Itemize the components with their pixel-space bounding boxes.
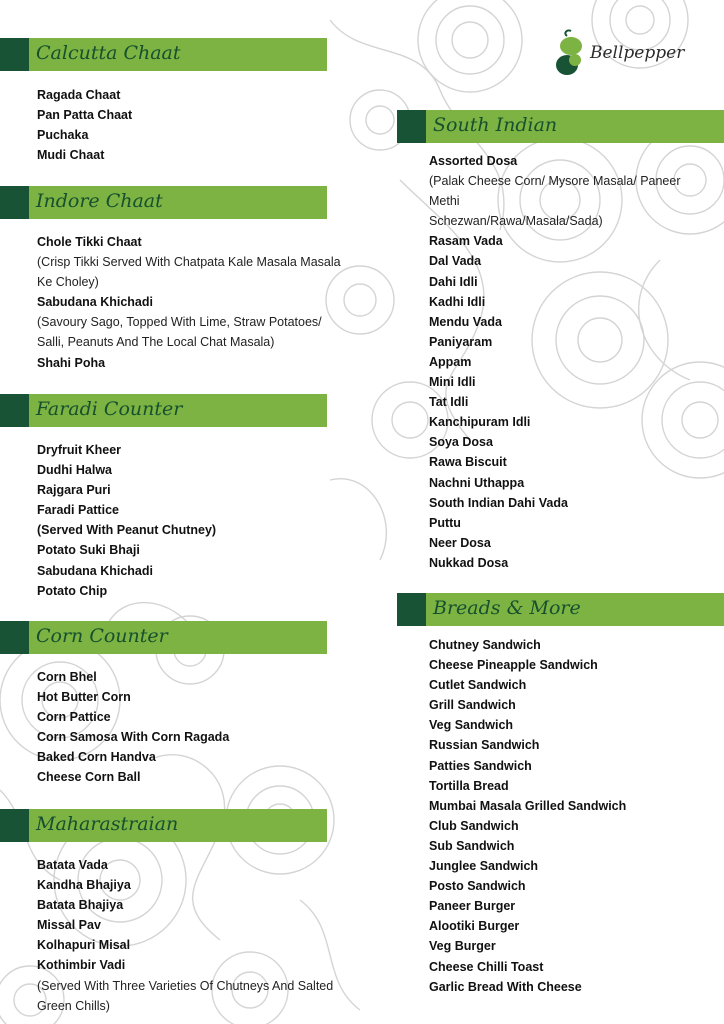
menu-item: Tortilla Bread — [429, 778, 509, 793]
menu-item: Batata Bhajiya — [37, 898, 124, 913]
menu-item: Paniyaram — [429, 334, 493, 349]
pepper-icon — [553, 27, 589, 87]
menu-item: Dryfruit Kheer — [37, 443, 122, 457]
menu-item: Potato Suki Bhaji — [37, 543, 140, 558]
menu-item: Mudi Chaat — [37, 148, 105, 163]
menu-item: Nukkad Dosa — [429, 555, 509, 570]
menu-item: Batata Vada — [37, 858, 108, 872]
menu-item: Chole Tikki Chaat — [37, 235, 142, 249]
menu-item: Patties Sandwich — [429, 758, 532, 773]
menu-item: Russian Sandwich — [429, 738, 540, 753]
menu-item-description: Schezwan/Rawa/Masala/Sada) — [429, 214, 603, 229]
menu-item-list — [37, 85, 132, 165]
menu-item: Kandha Bhajiya — [37, 878, 131, 893]
section-title: Calcutta Chaat — [36, 42, 181, 64]
menu-item: Kothimbir Vadi — [37, 958, 126, 973]
menu-item: Corn Bhel — [37, 670, 97, 684]
menu-item: Corn Pattice — [37, 710, 111, 725]
menu-item: Puchaka — [37, 128, 89, 143]
menu-item: Alootiki Burger — [429, 919, 520, 934]
header-accent-block — [0, 621, 29, 654]
menu-item: Kolhapuri Misal — [37, 938, 131, 953]
menu-item-list — [37, 232, 341, 373]
menu-item: Kadhi Idli — [429, 294, 486, 309]
menu-item: Shahi Poha — [37, 355, 106, 370]
menu-item-description: (Savoury Sago, Topped With Lime, Straw Potatoes/ — [37, 315, 322, 330]
menu-item: Garlic Bread With Cheese — [429, 979, 582, 994]
menu-item-description: Green Chills) — [37, 998, 110, 1013]
menu-item: Puttu — [429, 515, 461, 530]
menu-item: Mumbai Masala Grilled Sandwich — [429, 798, 627, 813]
menu-item: Dal Vada — [429, 254, 482, 269]
menu-item: Dahi Idli — [429, 274, 478, 289]
menu-item: Sub Sandwich — [429, 838, 515, 853]
menu-item: Cheese Pineapple Sandwich — [429, 658, 598, 673]
menu-item-description: (Crisp Tikki Served With Chatpata Kale Masala Masala — [37, 255, 341, 270]
menu-item: Rasam Vada — [429, 234, 503, 249]
header-accent-block — [397, 110, 426, 143]
menu-item: Dudhi Halwa — [37, 463, 113, 478]
menu-item: Corn Samosa With Corn Ragada — [37, 730, 230, 745]
menu-item: Veg Sandwich — [429, 718, 514, 733]
menu-item-description: Salli, Peanuts And The Local Chat Masala) — [37, 335, 275, 350]
header-accent-block — [0, 186, 29, 219]
menu-item: Cheese Corn Ball — [37, 770, 141, 785]
brand-name: Bellpepper — [590, 43, 685, 63]
menu-item: (Served With Peanut Chutney) — [37, 523, 217, 538]
header-accent-block — [0, 394, 29, 427]
menu-item: Neer Dosa — [429, 535, 491, 550]
menu-item: Grill Sandwich — [429, 698, 516, 713]
menu-item: Chutney Sandwich — [429, 638, 541, 652]
menu-item: Pan Patta Chaat — [37, 108, 133, 123]
menu-item: Ragada Chaat — [37, 88, 121, 102]
menu-item: Rawa Biscuit — [429, 455, 507, 470]
menu-item: Club Sandwich — [429, 818, 519, 833]
menu-item: Assorted Dosa — [429, 154, 518, 168]
menu-item-description: Ke Choley) — [37, 275, 99, 290]
menu-item: Cheese Chilli Toast — [429, 959, 544, 974]
header-accent-block — [0, 38, 29, 71]
menu-item-description: (Palak Cheese Corn/ Mysore Masala/ Paneer — [429, 174, 681, 189]
menu-item: Faradi Pattice — [37, 503, 119, 518]
menu-item: Baked Corn Handva — [37, 750, 156, 765]
menu-item: Posto Sandwich — [429, 879, 526, 894]
menu-item: Hot Butter Corn — [37, 690, 131, 705]
section-title: Breads & More — [433, 597, 581, 619]
menu-item: Sabudana Khichadi — [37, 563, 153, 578]
section-title: Maharastraian — [36, 813, 179, 835]
section-title: South Indian — [433, 114, 558, 136]
header-accent-block — [397, 593, 426, 626]
menu-item: Appam — [429, 354, 472, 369]
menu-item: Potato Chip — [37, 583, 108, 598]
bellpepper-logo — [553, 27, 703, 87]
menu-item-description: (Served With Three Varieties Of Chutneys And Salted — [37, 978, 334, 993]
menu-item: Paneer Burger — [429, 899, 516, 914]
section-title: Indore Chaat — [36, 190, 163, 212]
menu-item-list — [37, 855, 333, 1016]
section-title: Corn Counter — [36, 625, 168, 647]
section-title: Faradi Counter — [36, 398, 183, 420]
menu-item: Missal Pav — [37, 918, 101, 933]
menu-item-description: Methi — [429, 194, 460, 209]
menu-item: Sabudana Khichadi — [37, 295, 153, 310]
menu-item: Mendu Vada — [429, 314, 502, 329]
header-accent-block — [0, 809, 29, 842]
menu-item: Mini Idli — [429, 375, 476, 390]
menu-item: Nachni Uthappa — [429, 475, 525, 490]
menu-item-list — [429, 635, 626, 997]
menu-item: Soya Dosa — [429, 435, 493, 450]
menu-item: Tat Idli — [429, 395, 469, 410]
menu-item: Junglee Sandwich — [429, 859, 539, 874]
menu-item-list — [37, 440, 216, 601]
menu-item: South Indian Dahi Vada — [429, 495, 568, 510]
menu-item: Kanchipuram Idli — [429, 415, 531, 430]
menu-item: Rajgara Puri — [37, 483, 111, 498]
menu-item-list — [37, 667, 229, 788]
menu-item: Cutlet Sandwich — [429, 678, 527, 693]
menu-item-list — [429, 151, 681, 573]
menu-item: Veg Burger — [429, 939, 496, 954]
